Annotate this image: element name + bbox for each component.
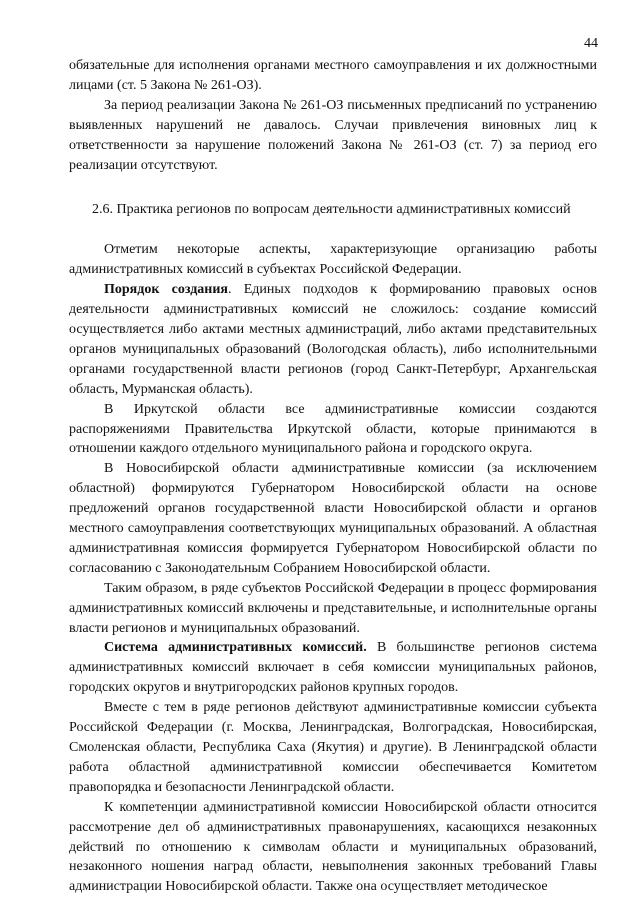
paragraph xyxy=(69,638,597,698)
paragraph-text: Таким образом, в ряде субъектов Российской Федерации в процесс формирования административных комиссий включены и представительные, и исполнительные органы власти регионов и муниципальных образований. xyxy=(69,580,597,636)
paragraph-text: За период реализации Закона № 261-ОЗ письменных предписаний по устранению выявленных нарушений не давалось. Случаи привлечения виновных лиц к ответственности за нарушение положений Закона № 261-ОЗ (ст. 7) за период его реализации отсутствуют. xyxy=(69,97,597,173)
paragraph-text: Отметим некоторые аспекты, характеризующие организацию работы административных комиссий в субъектах Российской Федерации. xyxy=(69,242,597,278)
paragraph xyxy=(69,400,597,460)
paragraph-text: В Новосибирской области административные комиссии (за исключением областной) формируются Губернатором Новосибирской области на основе предложений органов государственной власти Новосибирской области и органов местного самоуправления соответствующих муниципальных образований. А областная административная комиссия формируется Губернатором Новосибирской области по согласованию с Законодательным Собранием Новосибирской области. xyxy=(69,461,597,576)
section-heading xyxy=(69,200,597,220)
paragraph-text: В большинстве регионов система административных комиссий включает в себя комиссии муниципальных районов, городских округов и внутригородских районов крупных городов. xyxy=(69,640,597,696)
paragraph xyxy=(69,240,597,280)
paragraph xyxy=(69,56,597,96)
paragraph xyxy=(69,280,597,399)
paragraph-text: К компетенции административной комиссии Новосибирской области относится рассмотрение дел об административных правонарушениях, касающихся незаконных действий по отношению к символам области и муниципальных образований, незаконного ношения наград области, невыполнения законных требований Главы администрации Новосибирской области. Также она осуществляет методическое xyxy=(69,799,597,895)
paragraph xyxy=(69,798,597,898)
paragraph-lead-bold: Система административных комиссий. xyxy=(104,640,367,656)
paragraph xyxy=(69,698,597,798)
paragraph-text: обязательные для исполнения органами местного самоуправления и их должностными лицами (ст. 5 Закона № 261-ОЗ). xyxy=(69,58,597,93)
page-body xyxy=(69,56,597,897)
paragraph-text: Вместе с тем в ряде регионов действуют административные комиссии субъекта Российской Федерации (г. Москва, Ленинградская, Волгоградская, Новосибирская, Смоленская области, Республика Саха (Якутия) и другие). В Ленинградской области работа областной административной комиссии обеспечивается Комитетом правопорядка и безопасности Ленинградской области. xyxy=(69,700,597,795)
paragraph xyxy=(69,96,597,176)
paragraph xyxy=(69,459,597,578)
paragraph-text: В Иркутской области все административные комиссии создаются распоряжениями Правительства Иркутской области, которые принимаются в отношении каждого отдельного муниципального района и городского округа. xyxy=(69,401,597,457)
paragraph-lead-bold: Порядок создания xyxy=(104,282,229,298)
section-heading-text: 2.6. Практика регионов по вопросам деятельности административных комиссий xyxy=(92,202,571,218)
paragraph xyxy=(69,579,597,639)
page-number: 44 xyxy=(584,36,598,51)
paragraph-text: . Единых подходов к формированию правовых основ деятельности административных комиссий не сложилось: создание комиссий осуществляется либо актами местных администраций, либо актами представительных органов муниципальных образований (Вологодская область), либо исполнительными органами государственной власти регионов (город Санкт-Петербург, Архангельская область, Мурманская область). xyxy=(69,282,597,397)
